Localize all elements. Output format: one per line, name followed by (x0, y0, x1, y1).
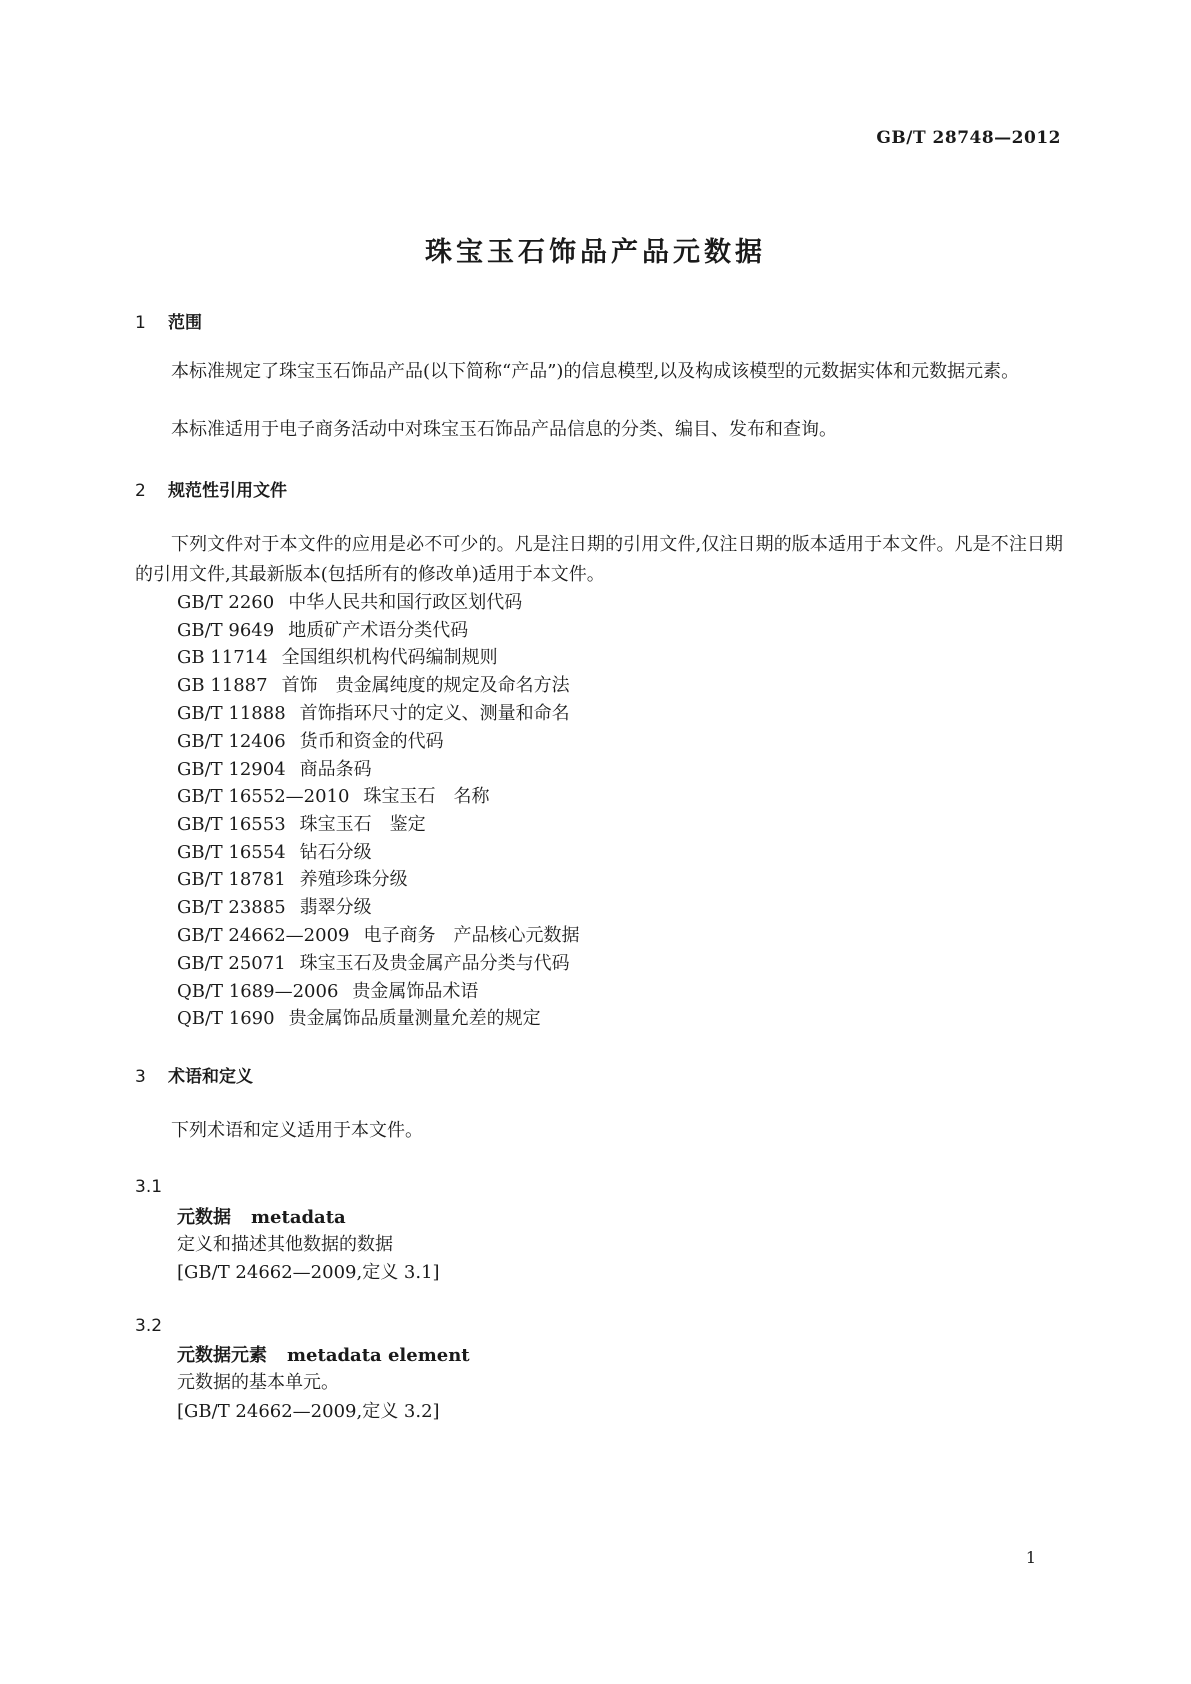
reference-title: 电子商务 产品核心元数据 (363, 925, 580, 946)
reference-code: GB/T 25071 (177, 953, 286, 974)
reference-item (177, 810, 426, 836)
reference-item (177, 699, 570, 725)
reference-item (177, 865, 408, 891)
document-title: 珠宝玉石饰品产品元数据 (425, 237, 766, 268)
section-title: 范围 (168, 313, 202, 333)
term-number: 3.2 (135, 1316, 163, 1336)
scope-paragraph-1: 本标准规定了珠宝玉石饰品产品(以下简称“产品”)的信息模型,以及构成该模型的元数据实体和元数据元素。 (171, 361, 1020, 382)
reference-code: GB/T 24662—2009 (177, 925, 350, 946)
reference-item (177, 755, 372, 781)
reference-item (177, 1004, 541, 1030)
reference-code: GB/T 16552—2010 (177, 786, 350, 807)
scope-paragraph-2: 本标准适用于电子商务活动中对珠宝玉石饰品产品信息的分类、编目、发布和查询。 (171, 419, 837, 440)
term-definition: 元数据的基本单元。 (177, 1372, 339, 1393)
reference-item (177, 643, 498, 669)
references-intro: 下列文件对于本文件的应用是必不可少的。凡是注日期的引用文件,仅注日期的版本适用于本文件。凡是不注日期的引用文件,其最新版本(包括所有的修改单)适用于本文件。 (135, 534, 1063, 585)
reference-code: GB/T 11888 (177, 703, 286, 724)
reference-code: QB/T 1690 (177, 1008, 275, 1029)
reference-code: GB/T 12406 (177, 731, 286, 752)
reference-title: 珠宝玉石及贵金属产品分类与代码 (299, 953, 570, 974)
reference-title: 贵金属饰品质量测量允差的规定 (288, 1008, 541, 1029)
term-source: [GB/T 24662—2009,定义 3.2] (177, 1401, 440, 1422)
section-number: 3 (135, 1067, 146, 1087)
reference-code: QB/T 1689—2006 (177, 981, 339, 1002)
section-title: 术语和定义 (168, 1067, 253, 1087)
reference-code: GB/T 16554 (177, 842, 286, 863)
standard-number: GB/T 28748—2012 (876, 128, 1061, 148)
reference-title: 翡翠分级 (299, 897, 372, 918)
term-chinese: 元数据元素 (177, 1345, 267, 1366)
term-english: metadata (251, 1207, 346, 1228)
reference-code: GB/T 2260 (177, 592, 275, 613)
section-3-heading (135, 1062, 253, 1087)
reference-code: GB/T 18781 (177, 869, 286, 890)
term-number: 3.1 (135, 1177, 163, 1197)
reference-item (177, 727, 444, 753)
terms-intro: 下列术语和定义适用于本文件。 (171, 1120, 423, 1141)
reference-item (177, 588, 522, 614)
section-2-heading (135, 476, 287, 501)
reference-title: 中华人民共和国行政区划代码 (288, 592, 523, 613)
term-english: metadata element (287, 1345, 470, 1366)
reference-item (177, 671, 570, 697)
reference-title: 商品条码 (299, 759, 372, 780)
reference-title: 地质矿产术语分类代码 (288, 620, 469, 641)
reference-item (177, 949, 570, 975)
reference-item (177, 977, 478, 1003)
reference-code: GB 11714 (177, 647, 268, 668)
section-number: 2 (135, 481, 146, 501)
reference-code: GB/T 12904 (177, 759, 286, 780)
term-heading (177, 1341, 470, 1367)
reference-title: 珠宝玉石 名称 (363, 786, 490, 807)
term-definition: 定义和描述其他数据的数据 (177, 1234, 393, 1255)
reference-code: GB 11887 (177, 675, 268, 696)
reference-title: 钻石分级 (299, 842, 372, 863)
reference-item (177, 782, 489, 808)
section-number: 1 (135, 313, 146, 333)
reference-title: 养殖珍珠分级 (299, 869, 408, 890)
reference-code: GB/T 16553 (177, 814, 286, 835)
reference-title: 货币和资金的代码 (299, 731, 444, 752)
term-chinese: 元数据 (177, 1207, 231, 1228)
term-heading (177, 1203, 346, 1229)
reference-item (177, 893, 372, 919)
reference-title: 贵金属饰品术语 (352, 981, 479, 1002)
page-number: 1 (1025, 1548, 1036, 1567)
reference-code: GB/T 9649 (177, 620, 275, 641)
reference-item (177, 921, 579, 947)
reference-item (177, 616, 468, 642)
section-1-heading (135, 308, 202, 333)
term-source: [GB/T 24662—2009,定义 3.1] (177, 1262, 440, 1283)
reference-title: 珠宝玉石 鉴定 (299, 814, 426, 835)
reference-code: GB/T 23885 (177, 897, 286, 918)
reference-title: 全国组织机构代码编制规则 (281, 647, 498, 668)
reference-title: 首饰 贵金属纯度的规定及命名方法 (281, 675, 570, 696)
reference-item (177, 838, 372, 864)
reference-title: 首饰指环尺寸的定义、测量和命名 (299, 703, 570, 724)
section-title: 规范性引用文件 (168, 481, 287, 501)
